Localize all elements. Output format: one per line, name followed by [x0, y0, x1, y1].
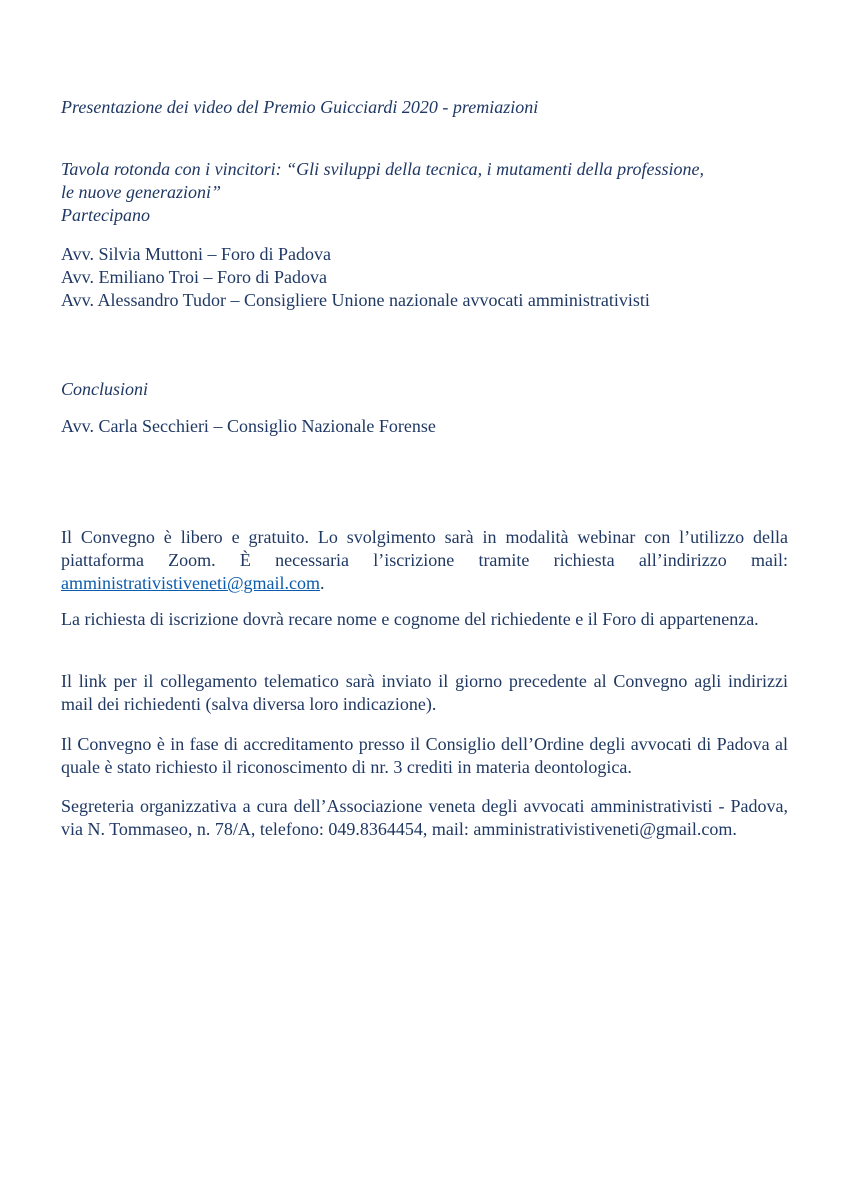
participant-item: Avv. Emiliano Troi – Foro di Padova [61, 267, 328, 287]
roundtable-title-line1: Tavola rotonda con i vincitori: “Gli sviluppi della tecnica, i mutamenti della professione, [61, 159, 704, 179]
registration-end: . [320, 573, 325, 593]
conclusions-label: Conclusioni [61, 379, 149, 399]
roundtable-section [61, 158, 788, 227]
heading-presentazione: Presentazione dei video del Premio Guicciardi 2020 - premiazioni [61, 97, 539, 117]
info-paragraph-accreditation: Il Convegno è in fase di accreditamento presso il Consiglio dell’Ordine degli avvocati di Padova al quale è stato richiesto il riconoscimento di nr. 3 crediti in materia deontologica. [61, 734, 788, 777]
participants-label: Partecipano [61, 205, 150, 225]
email-link[interactable]: amministrativistiveneti@gmail.com [61, 573, 321, 593]
info-paragraph-requirements: La richiesta di iscrizione dovrà recare nome e cognome del richiedente e il Foro di appartenenza. [61, 609, 759, 629]
info-paragraph-secretariat: Segreteria organizzativa a cura dell’Associazione veneta degli avvocati amministrativisti - Padova, via N. Tommaseo, n. 78/A, telefono: 049.8364454, mail: amministrativistiveneti@gmail.com. [61, 796, 788, 839]
conclusions-speaker: Avv. Carla Secchieri – Consiglio Nazionale Forense [61, 416, 436, 436]
participant-item: Avv. Silvia Muttoni – Foro di Padova [61, 244, 331, 264]
participant-item: Avv. Alessandro Tudor – Consigliere Unione nazionale avvocati amministrativisti [61, 290, 650, 310]
roundtable-title-line2: le nuove generazioni” [61, 182, 221, 202]
info-paragraph-link: Il link per il collegamento telematico sarà inviato il giorno precedente al Convegno agli indirizzi mail dei richiedenti (salva diversa loro indicazione). [61, 671, 788, 714]
participants-list [61, 243, 788, 312]
registration-text: Il Convegno è libero e gratuito. Lo svolgimento sarà in modalità webinar con l’utilizzo della piattaforma Zoom. È necessaria l’iscrizione tramite richiesta all’indirizzo mail: [61, 527, 788, 570]
info-paragraph-registration [61, 526, 788, 595]
